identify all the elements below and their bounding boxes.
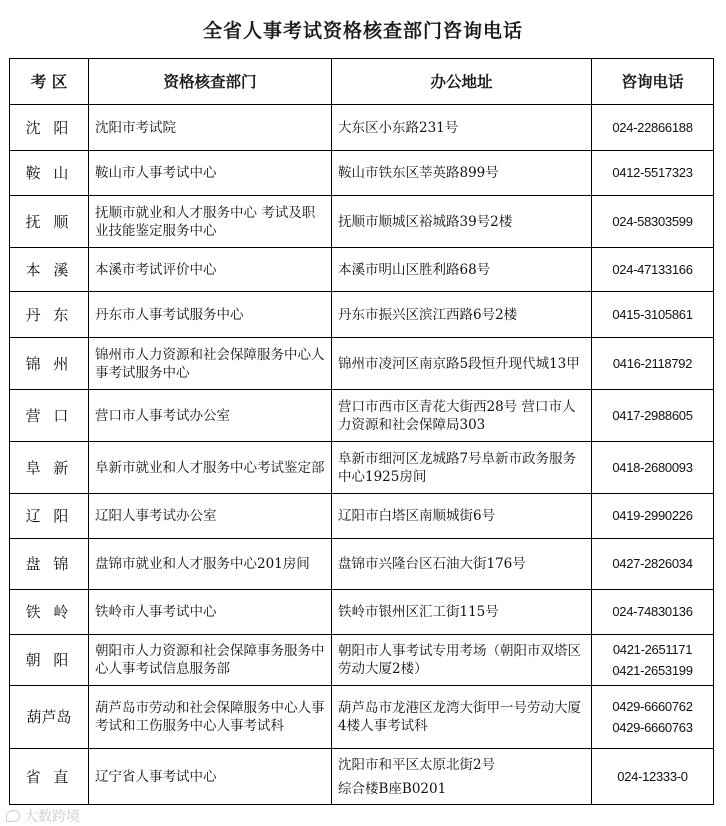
cell-phone: [592, 635, 714, 686]
watermark-text: 大数跨境: [24, 809, 80, 825]
table-row: [10, 105, 714, 151]
cell-dept: 丹东市人事考试服务中心: [89, 292, 332, 338]
cell-address: [332, 442, 592, 494]
phone-number: 024-12333-0: [617, 768, 688, 784]
cell-address: [332, 590, 592, 635]
phone-number: 0427-2826034: [612, 556, 693, 571]
table-row: [10, 196, 714, 248]
address-line: 阜新市细河区龙城路7号阜新市政务服务中心1925房间: [338, 450, 577, 485]
cell-address: [332, 539, 592, 590]
table-header-row: [10, 59, 714, 105]
cell-region: 丹 东: [10, 292, 89, 338]
page-title: 全省人事考试资格核查部门咨询电话: [202, 20, 523, 42]
address-line: 鞍山市铁东区莘英路899号: [338, 165, 499, 181]
address-line: 综合楼B座B0201: [338, 780, 447, 797]
phone-number: 0419-2990226: [612, 508, 693, 523]
cell-phone: [592, 292, 714, 338]
table-row: [10, 749, 714, 805]
cell-dept: 铁岭市人事考试中心: [89, 590, 332, 635]
cell-phone: [592, 442, 714, 494]
cell-region: 锦 州: [10, 338, 89, 390]
watermark-logo-icon: [6, 810, 20, 822]
cell-phone: [592, 196, 714, 248]
watermark: [6, 806, 80, 826]
table-row: [10, 635, 714, 686]
phone-number: 0412-5517323: [612, 165, 693, 180]
table-row: [10, 686, 714, 749]
phone-number: 0429-6660763: [612, 719, 693, 735]
cell-phone: [592, 338, 714, 390]
table-row: [10, 151, 714, 196]
cell-region: 盘 锦: [10, 539, 89, 590]
cell-region: 本 溪: [10, 248, 89, 292]
header-phone: 咨询电话: [592, 59, 714, 105]
cell-phone: [592, 248, 714, 292]
cell-address: [332, 151, 592, 196]
phone-number: 0418-2680093: [612, 459, 693, 475]
address-line: 营口市西市区青花大街西28号 营口市人力资源和社会保障局303: [338, 398, 576, 433]
cell-region: 沈 阳: [10, 105, 89, 151]
cell-phone: [592, 539, 714, 590]
table-row: [10, 292, 714, 338]
cell-region: 阜 新: [10, 442, 89, 494]
cell-dept: 辽宁省人事考试中心: [89, 749, 332, 805]
table-body: [10, 105, 714, 805]
phone-number: 0421-2653199: [612, 662, 693, 678]
cell-dept: 葫芦岛市劳动和社会保障服务中心人事考试和工伤服务中心人事考试科: [89, 686, 332, 749]
address-line: 辽阳市白塔区南顺城街6号: [338, 508, 496, 524]
cell-address: [332, 494, 592, 539]
phone-number: 0429-6660762: [612, 698, 693, 714]
address-line: 丹东市振兴区滨江西路6号2楼: [338, 306, 518, 323]
cell-address: [332, 686, 592, 749]
cell-dept: 沈阳市考试院: [89, 105, 332, 151]
phone-number: 0417-2988605: [612, 407, 693, 423]
table-row: [10, 338, 714, 390]
cell-address: [332, 292, 592, 338]
table-row: [10, 494, 714, 539]
phone-number: 024-22866188: [612, 119, 693, 135]
phone-number: 024-47133166: [612, 261, 693, 277]
cell-dept: 锦州市人力资源和社会保障服务中心人事考试服务中心: [89, 338, 332, 390]
table-row: [10, 442, 714, 494]
cell-region: 辽 阳: [10, 494, 89, 539]
cell-phone: [592, 590, 714, 635]
cell-dept: 辽阳人事考试办公室: [89, 494, 332, 539]
address-line: 葫芦岛市龙港区龙湾大街甲一号劳动大厦4楼人事考试科: [338, 700, 581, 734]
cell-dept: 鞍山市人事考试中心: [89, 151, 332, 196]
cell-phone: [592, 105, 714, 151]
table-row: [10, 390, 714, 442]
cell-region: 营 口: [10, 390, 89, 442]
address-line: 铁岭市银州区汇工街115号: [338, 604, 499, 620]
cell-phone: [592, 749, 714, 805]
cell-address: [332, 196, 592, 248]
cell-region: 省 直: [10, 749, 89, 805]
cell-address: [332, 749, 592, 805]
phone-number: 0415-3105861: [612, 306, 693, 322]
cell-region: 铁 岭: [10, 590, 89, 635]
phone-number: 024-58303599: [612, 213, 693, 229]
contact-table: [9, 58, 714, 805]
address-line: 盘锦市兴隆台区石油大街176号: [338, 556, 526, 572]
address-line: 本溪市明山区胜利路68号: [338, 261, 491, 278]
cell-address: [332, 105, 592, 151]
cell-region: 朝 阳: [10, 635, 89, 686]
address-line: 抚顺市顺城区裕城路39号2楼: [338, 213, 513, 230]
phone-number: 0421-2651171: [612, 641, 693, 657]
cell-region: 抚 顺: [10, 196, 89, 248]
cell-region: 葫芦岛: [10, 686, 89, 749]
cell-phone: [592, 151, 714, 196]
address-line: 沈阳市和平区太原北街2号: [338, 756, 496, 773]
phone-number: 0416-2118792: [612, 355, 693, 371]
cell-phone: [592, 390, 714, 442]
table-row: [10, 590, 714, 635]
cell-dept: 盘锦市就业和人才服务中心201房间: [89, 539, 332, 590]
header-address: 办公地址: [332, 59, 592, 105]
address-line: 锦州市凌河区南京路5段恒升现代城13甲: [338, 355, 580, 372]
table-row: [10, 248, 714, 292]
cell-address: [332, 635, 592, 686]
address-line: 朝阳市人事考试专用考场（朝阳市双塔区劳动大厦2楼）: [338, 643, 581, 677]
cell-dept: 朝阳市人力资源和社会保障事务服务中心人事考试信息服务部: [89, 635, 332, 686]
cell-dept: 阜新市就业和人才服务中心考试鉴定部: [89, 442, 332, 494]
cell-region: 鞍 山: [10, 151, 89, 196]
header-dept: 资格核查部门: [89, 59, 332, 105]
cell-phone: [592, 686, 714, 749]
cell-dept: 本溪市考试评价中心: [89, 248, 332, 292]
cell-address: [332, 248, 592, 292]
cell-address: [332, 338, 592, 390]
cell-dept: 抚顺市就业和人才服务中心 考试及职业技能鉴定服务中心: [89, 196, 332, 248]
cell-dept: 营口市人事考试办公室: [89, 390, 332, 442]
address-line: 大东区小东路231号: [338, 119, 459, 136]
header-region: 考 区: [10, 59, 89, 105]
table-row: [10, 539, 714, 590]
cell-address: [332, 390, 592, 442]
phone-number: 024-74830136: [612, 604, 693, 619]
cell-phone: [592, 494, 714, 539]
